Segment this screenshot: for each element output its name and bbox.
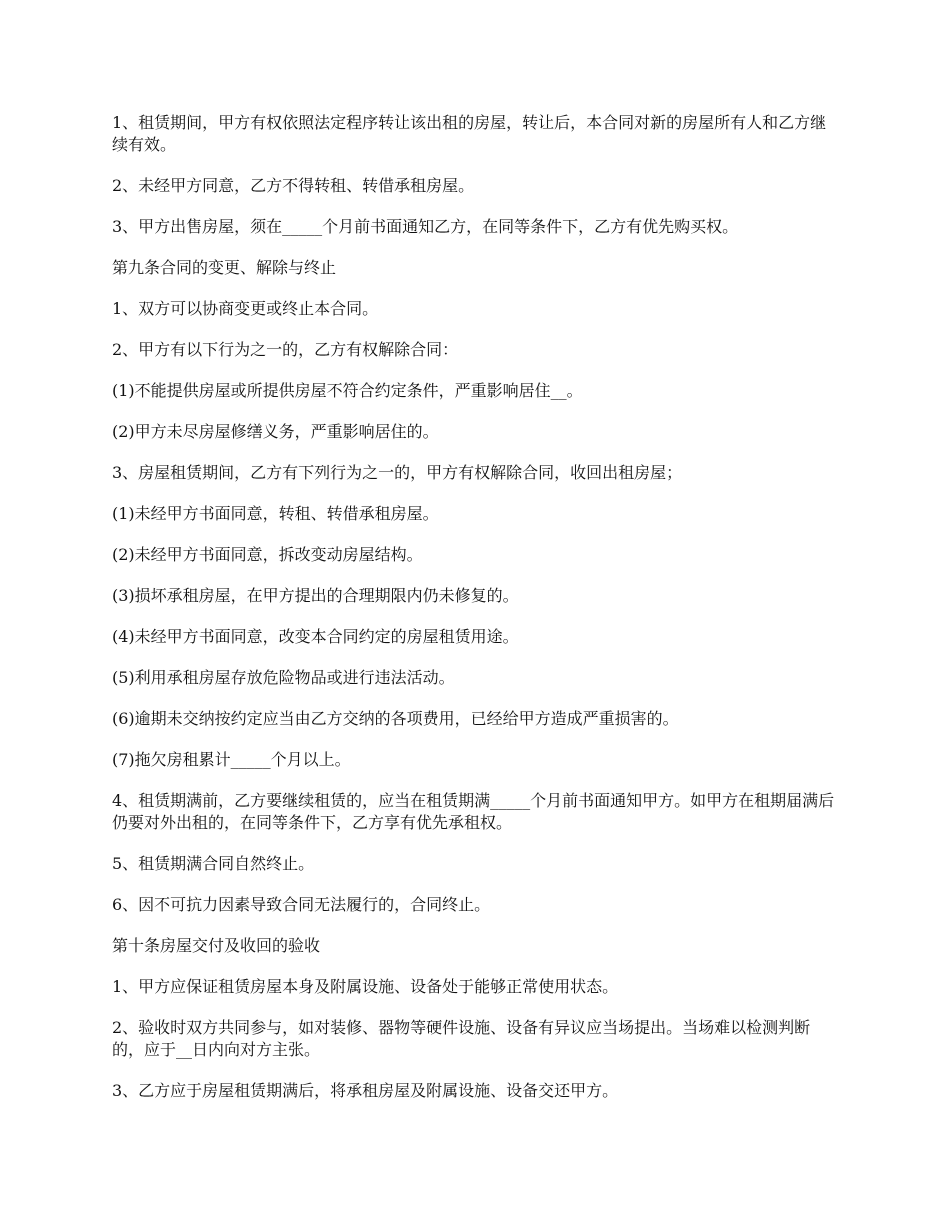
sub-clause-paragraph: (5)利用承租房屋存放危险物品或进行违法活动。: [112, 668, 455, 687]
section-heading: 第九条合同的变更、解除与终止: [112, 258, 337, 277]
clause-paragraph: 2、验收时双方共同参与，如对装修、器物等硬件设施、设备有异议应当场提出。当场难以检测判断的，应于__日内向对方主张。: [112, 1018, 811, 1059]
sub-clause-paragraph: (2)甲方未尽房屋修缮义务，严重影响居住的。: [112, 422, 439, 441]
clause-paragraph: 1、甲方应保证租赁房屋本身及附属设施、设备处于能够正常使用状态。: [112, 977, 619, 996]
section-heading: 第十条房屋交付及收回的验收: [112, 936, 321, 955]
sub-clause-paragraph: (2)未经甲方书面同意，拆改变动房屋结构。: [112, 545, 423, 564]
sub-clause-paragraph: (1)未经甲方书面同意，转租、转借承租房屋。: [112, 504, 439, 523]
clause-paragraph: 2、甲方有以下行为之一的，乙方有权解除合同：: [112, 340, 459, 359]
clause-paragraph: 5、租赁期满合同自然终止。: [112, 854, 315, 873]
clause-paragraph: 4、租赁期满前，乙方要继续租赁的，应当在租赁期满_____个月前书面通知甲方。如甲方在租期届满后仍要对外出租的，在同等条件下，乙方享有优先承租权。: [112, 791, 835, 832]
clause-paragraph: 3、房屋租赁期间，乙方有下列行为之一的，甲方有权解除合同，收回出租房屋；: [112, 463, 683, 482]
clause-paragraph: 3、甲方出售房屋，须在_____个月前书面通知乙方，在同等条件下，乙方有优先购买权。: [112, 217, 739, 236]
clause-paragraph: 3、乙方应于房屋租赁期满后，将承租房屋及附属设施、设备交还甲方。: [112, 1081, 619, 1100]
sub-clause-paragraph: (3)损坏承租房屋，在甲方提出的合理期限内仍未修复的。: [112, 586, 519, 605]
sub-clause-paragraph: (7)拖欠房租累计_____个月以上。: [112, 750, 351, 769]
sub-clause-paragraph: (6)逾期未交纳按约定应当由乙方交纳的各项费用，已经给甲方造成严重损害的。: [112, 709, 679, 728]
clause-paragraph: 1、双方可以协商变更或终止本合同。: [112, 299, 379, 318]
clause-paragraph: 1、租赁期间，甲方有权依照法定程序转让该出租的房屋，转让后，本合同对新的房屋所有人和乙方继续有效。: [112, 113, 827, 154]
sub-clause-paragraph: (4)未经甲方书面同意，改变本合同约定的房屋租赁用途。: [112, 627, 519, 646]
sub-clause-paragraph: (1)不能提供房屋或所提供房屋不符合约定条件，严重影响居住__。: [112, 381, 583, 400]
document-body: [112, 112, 842, 1121]
clause-paragraph: 2、未经甲方同意，乙方不得转租、转借承租房屋。: [112, 176, 475, 195]
clause-paragraph: 6、因不可抗力因素导致合同无法履行的，合同终止。: [112, 895, 491, 914]
